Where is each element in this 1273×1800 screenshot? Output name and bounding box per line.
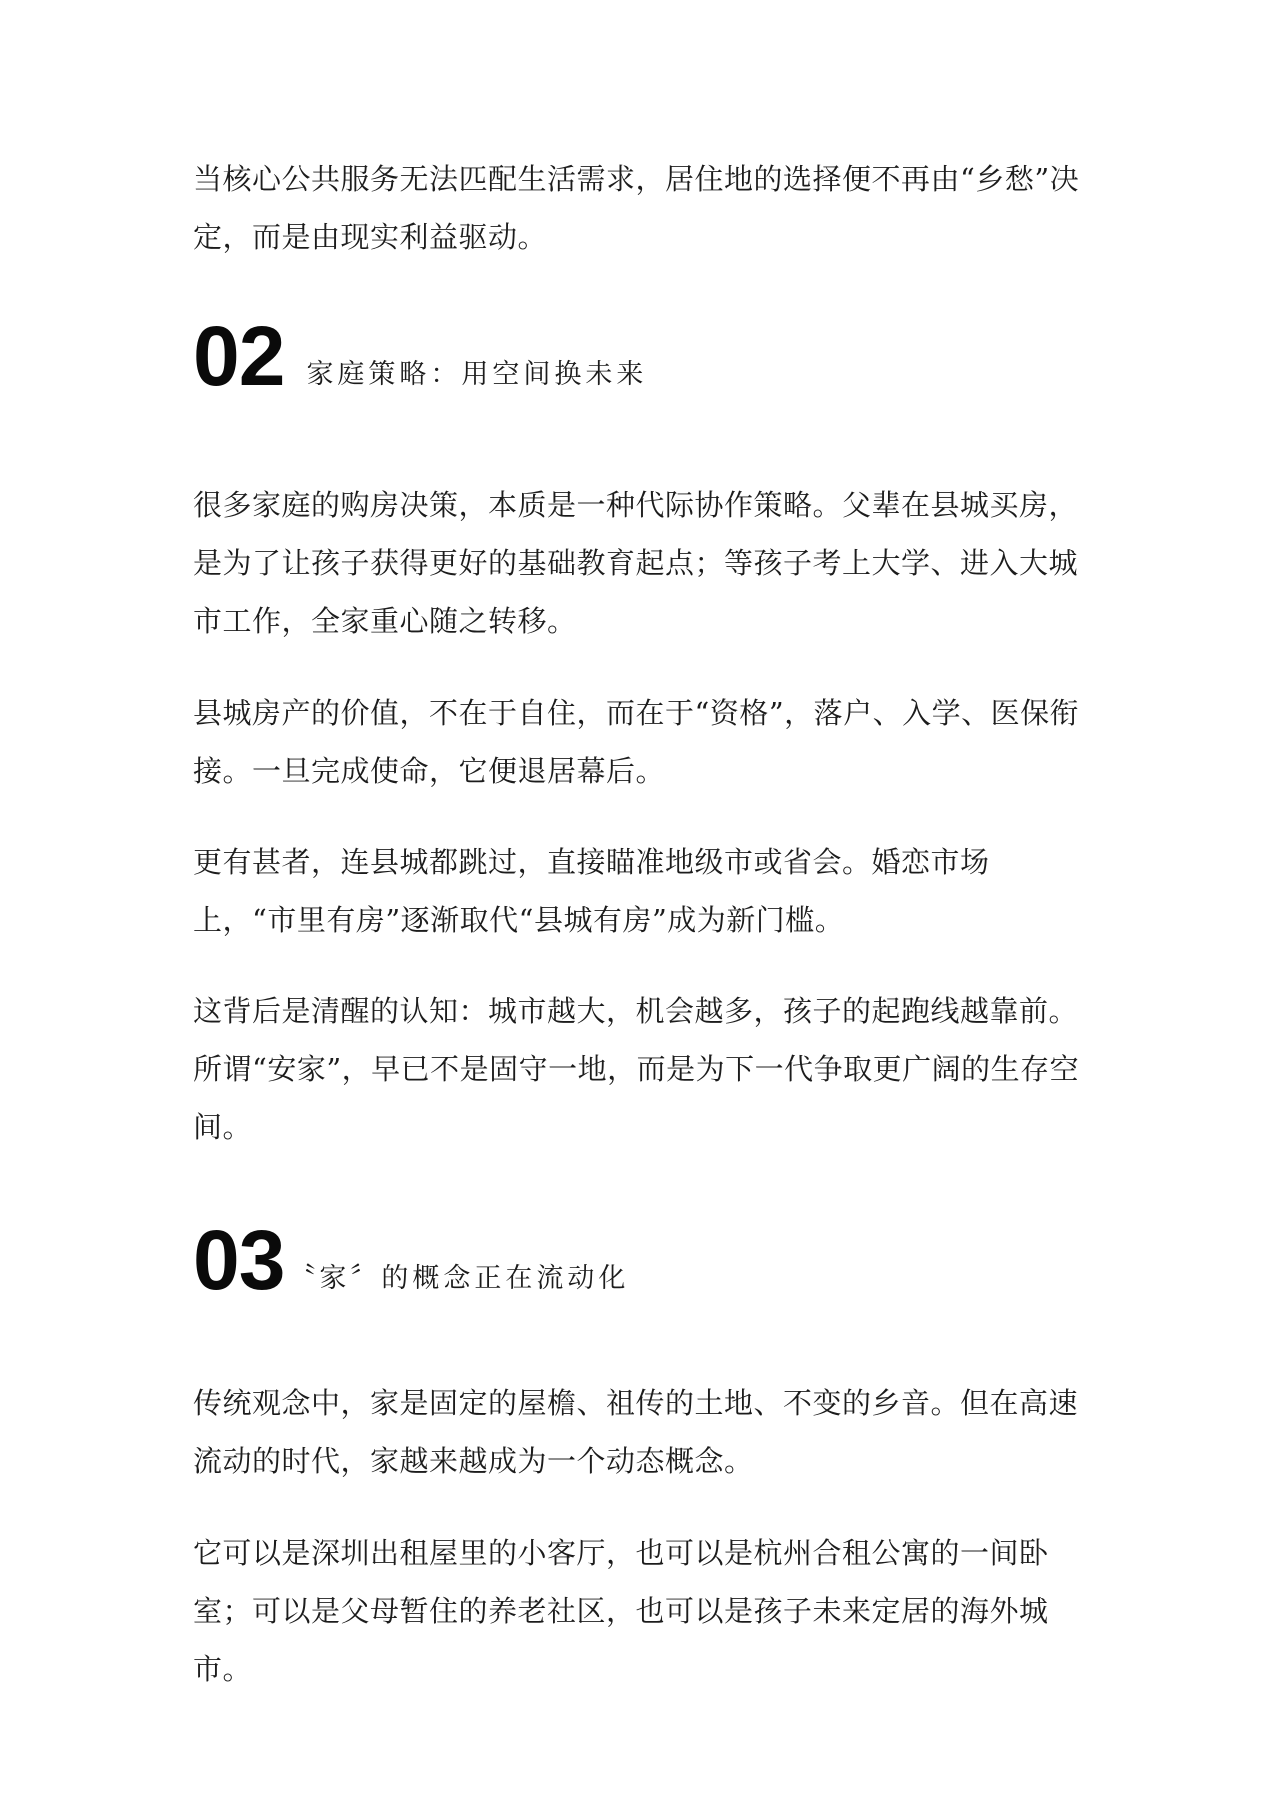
section-title: 〝家〞的概念正在流动化 [288, 1263, 630, 1294]
paragraph-5: 这背后是清醒的认知：城市越大，机会越多，孩子的起跑线越靠前。所谓“安家”，早已不是固守一地，而是为下一代争取更广阔的生存空间。 [193, 994, 1080, 1144]
paragraph-2: 很多家庭的购房决策，本质是一种代际协作策略。父辈在县城买房，是为了让孩子获得更好的基础教育起点；等孩子考上大学、进入大城市工作，全家重心随之转移。 [193, 488, 1079, 638]
paragraph-3: 县城房产的价值，不在于自住，而在于“资格”，落户、入学、医保衔接。一旦完成使命，它便退居幕后。 [193, 696, 1080, 788]
paragraph-7: 它可以是深圳出租屋里的小客厅，也可以是杭州合租公寓的一间卧室；可以是父母暂住的养老社区，也可以是孩子未来定居的海外城市。 [193, 1536, 1049, 1686]
section-number: 02 [193, 309, 285, 403]
paragraph-4: 更有甚者，连县城都跳过，直接瞄准地级市或省会。婚恋市场上，“市里有房”逐渐取代“县城有房”成为新门槛。 [193, 845, 990, 937]
section-title: 家庭策略：用空间换未来 [306, 359, 648, 390]
paragraph-1: 当核心公共服务无法匹配生活需求，居住地的选择便不再由“乡愁”决定，而是由现实利益驱动。 [193, 162, 1080, 254]
section-number: 03 [193, 1213, 285, 1307]
section-heading-02 [193, 309, 648, 403]
paragraph-6: 传统观念中，家是固定的屋檐、祖传的土地、不变的乡音。但在高速流动的时代，家越来越成为一个动态概念。 [193, 1386, 1079, 1478]
section-heading-03 [193, 1213, 630, 1307]
